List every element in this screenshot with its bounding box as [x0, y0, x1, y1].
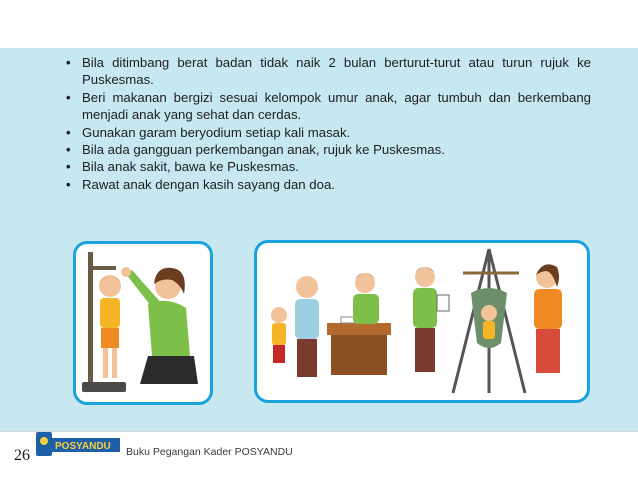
bullet-item — [66, 176, 591, 193]
bullet-text: Rawat anak dengan kasih sayang dan doa. — [82, 176, 335, 192]
child-shorts — [101, 328, 119, 348]
posyandu-activity-illustration — [254, 240, 590, 403]
mother-head — [296, 276, 318, 298]
small-child-shorts — [273, 345, 285, 363]
bullet-text: Beri makanan bergizi sesuai kelompok umur anak, agar tumbuh dan berkembang menjadi anak yang sehat dan cerdas. — [82, 89, 591, 123]
bullet-item — [66, 141, 591, 158]
desk-body — [331, 335, 387, 375]
small-child-shirt — [272, 323, 286, 345]
child-leg — [112, 348, 117, 378]
measuring-pole — [88, 252, 93, 384]
bullet-item — [66, 89, 591, 124]
posyandu-logo — [36, 432, 122, 458]
bullet-item — [66, 158, 591, 175]
baby-head — [481, 305, 497, 321]
bullet-list — [66, 54, 591, 193]
height-measurement-illustration — [73, 241, 213, 405]
bullet-dot: • — [66, 89, 71, 105]
child-shirt — [100, 298, 120, 328]
bullet-text: Gunakan garam beryodium setiap kali masak. — [82, 124, 351, 140]
kader-skirt — [140, 356, 198, 384]
bullet-text: Bila ada gangguan perkembangan anak, rujuk ke Puskesmas. — [82, 142, 445, 158]
right-woman-skirt — [536, 329, 560, 373]
logo-emblem-mark — [40, 437, 48, 445]
scale-base — [82, 382, 126, 392]
desk-top — [327, 323, 391, 335]
bullet-dot: • — [66, 176, 71, 192]
head-board — [88, 266, 116, 270]
child-leg — [103, 348, 108, 378]
book-title: Buku Pegangan Kader POSYANDU — [126, 446, 293, 458]
bullet-text: Bila ditimbang berat badan tidak naik 2 bulan berturut-turut atau turun rujuk ke Puskesmas. — [82, 55, 591, 88]
small-child-head — [271, 307, 287, 323]
logo-text: POSYANDU — [55, 441, 111, 452]
bullet-item — [66, 124, 591, 141]
kader-hand — [121, 267, 131, 277]
bullet-item — [66, 54, 591, 89]
baby-body — [483, 321, 495, 339]
mother-skirt — [297, 339, 317, 377]
clipboard-kader-skirt — [415, 328, 435, 372]
mother-blouse — [295, 299, 319, 339]
clipboard — [437, 295, 449, 311]
right-woman-blouse — [534, 289, 562, 329]
child-head — [99, 275, 121, 297]
bullet-dot: • — [66, 142, 71, 158]
posyandu-activity-drawing — [257, 243, 587, 400]
bullet-text: Bila anak sakit, bawa ke Puskesmas. — [82, 159, 299, 175]
page-number: 26 — [14, 447, 30, 464]
bullet-dot: • — [66, 55, 71, 70]
bullet-dot: • — [66, 159, 71, 175]
bullet-dot: • — [66, 124, 71, 140]
clipboard-kader-uniform — [413, 288, 437, 328]
desk-kader-uniform — [353, 294, 379, 324]
height-measurement-drawing — [76, 244, 210, 402]
